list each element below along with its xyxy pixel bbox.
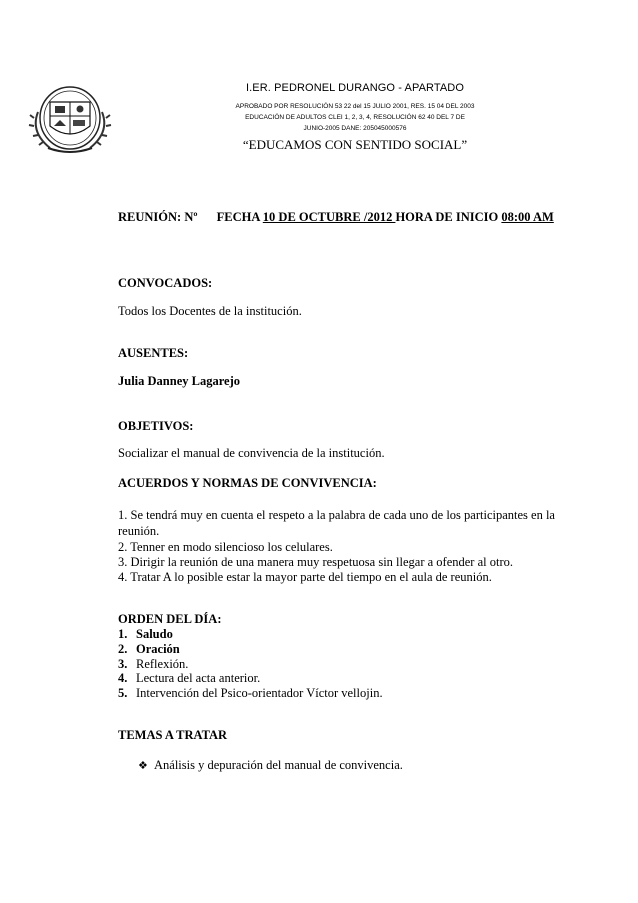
- acuerdos-item-1: 1. Se tendrá muy en cuenta el respeto a la palabra de cada uno de los participantes en la reunión.: [118, 508, 555, 538]
- motto: “EDUCAMOS CON SENTIDO SOCIAL”: [242, 137, 468, 152]
- fecha-label: FECHA: [216, 210, 263, 224]
- temas-item: [138, 758, 403, 773]
- acuerdos-heading: ACUERDOS Y NORMAS DE CONVIVENCIA:: [118, 476, 377, 490]
- convocados-text: Todos los Docentes de la institución.: [118, 304, 302, 318]
- temas-heading: TEMAS A TRATAR: [118, 728, 228, 742]
- meeting-info-line: [118, 209, 554, 225]
- list-item: 5. Intervención del Psico-orientador Víctor vellojin.: [118, 686, 383, 701]
- adult-education-line: EDUCACIÓN DE ADULTOS CLEI 1, 2, 3, 4, RESOLUCIÓN 62 40 DEL 7 DE: [245, 114, 465, 121]
- objetivos-heading: OBJETIVOS:: [118, 419, 194, 433]
- reunion-label: REUNIÓN: Nº: [118, 210, 201, 224]
- list-item: 3. Reflexión.: [118, 656, 189, 671]
- approval-line: APROBADO POR RESOLUCIÓN 53 22 del 15 JULIO 2001, RES. 15 04 DEL 2003: [235, 103, 475, 110]
- ausentes-text: Julia Danney Lagarejo: [118, 374, 240, 388]
- objetivos-text: Socializar el manual de convivencia de la institución.: [118, 446, 385, 460]
- ausentes-heading: AUSENTES:: [118, 346, 189, 360]
- school-crest-logo: [20, 82, 120, 158]
- acuerdos-item-2: 2. Tenner en modo silencioso los celulares.: [118, 540, 333, 554]
- temas-item-text: Análisis y depuración del manual de convivencia.: [154, 758, 403, 772]
- hora-label: HORA DE INICIO: [395, 210, 502, 224]
- diamond-bullet-icon: ❖: [138, 760, 148, 772]
- orden-heading: ORDEN DEL DÍA:: [118, 612, 222, 626]
- list-item: 1. Saludo: [118, 627, 173, 641]
- list-item: 4. Lectura del acta anterior.: [118, 671, 261, 686]
- dane-line: JUNIO-2005 DANE: 205045000576: [303, 125, 407, 132]
- orden-list: [118, 627, 383, 701]
- acuerdos-item-4: 4. Tratar A lo posible estar la mayor parte del tiempo en el aula de reunión.: [118, 570, 492, 584]
- hora-value: 08:00 AM: [501, 210, 554, 224]
- fecha-value: 10 DE OCTUBRE /2012: [262, 210, 396, 224]
- acuerdos-item-3: 3. Dirigir la reunión de una manera muy respetuosa sin llegar a ofender al otro.: [118, 555, 514, 569]
- convocados-heading: CONVOCADOS:: [118, 276, 213, 290]
- institution-name: I.ER. PEDRONEL DURANGO - APARTADO: [245, 82, 465, 94]
- list-item: 2. Oración: [118, 641, 180, 656]
